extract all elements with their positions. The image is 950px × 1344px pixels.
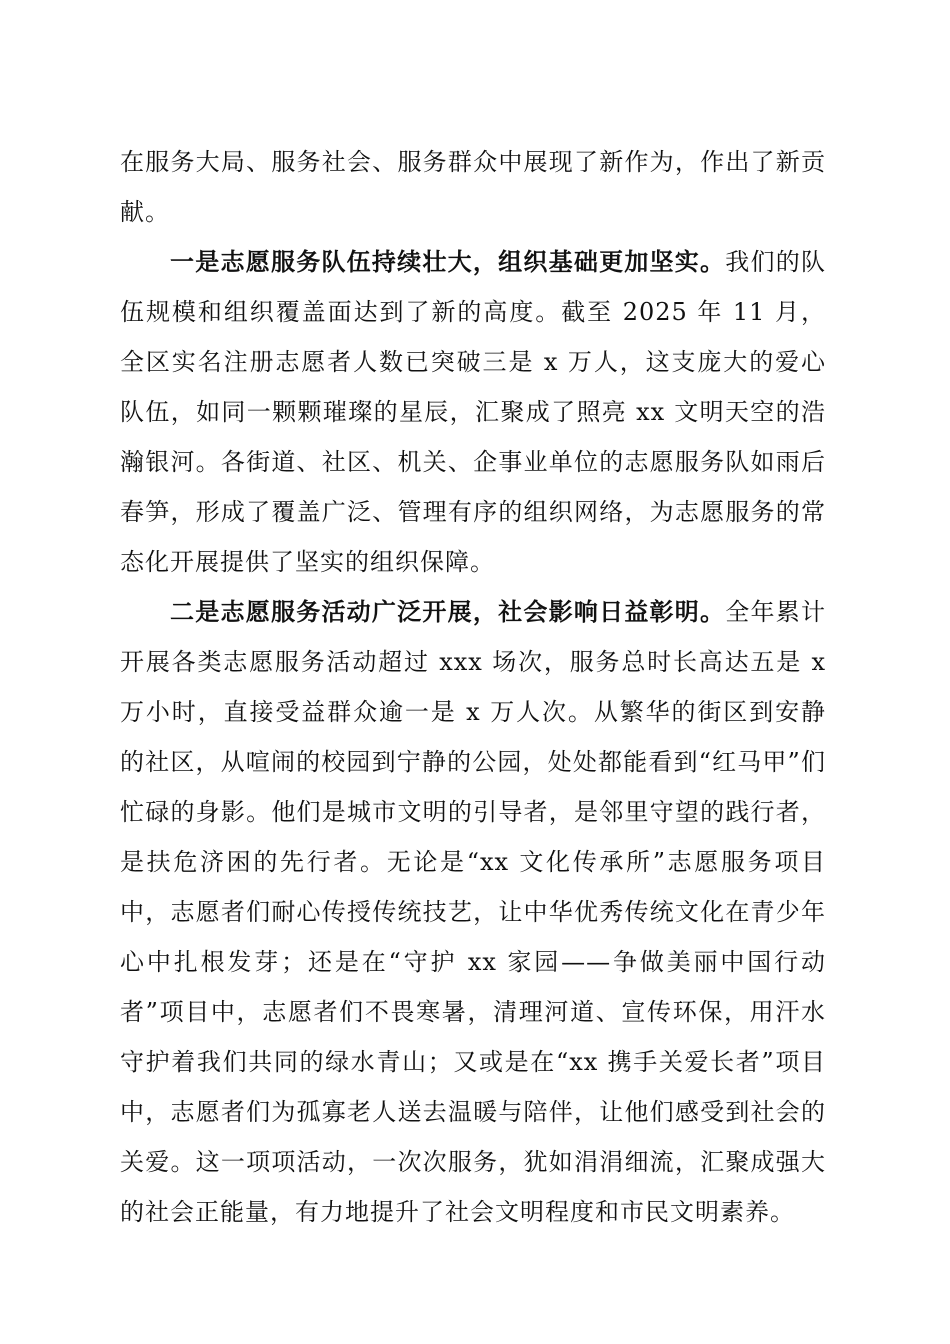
paragraph-text: 我们的队伍规模和组织覆盖面达到了新的高度。截至 2025 年 11 月，全区实名注册志愿者人数已突破三是 x 万人，这支庞大的爱心队伍，如同一颗颗璀璨的星辰，汇聚成了照亮 xx 文明天空的浩瀚银河。各街道、社区、机关、企事业单位的志愿服务队如雨后春笋，形成了覆盖广泛、管理有序的组织网络，为志愿服务的常态化开展提供了坚实的组织保障。	[120, 248, 827, 576]
paragraph-volunteer-team	[120, 237, 826, 587]
paragraph-continuation	[120, 137, 826, 237]
paragraph-lead-heading: 一是志愿服务队伍持续壮大，组织基础更加坚实。	[170, 248, 726, 276]
document-body	[120, 137, 826, 1237]
paragraph-text: 在服务大局、服务社会、服务群众中展现了新作为，作出了新贡献。	[120, 148, 826, 226]
paragraph-text: 全年累计开展各类志愿服务活动超过 xxx 场次，服务总时长高达五是 x 万小时，直接受益群众逾一是 x 万人次。从繁华的街区到安静的社区，从喧闹的校园到宁静的公园，处处都能看到“红马甲”们忙碌的身影。他们是城市文明的引导者，是邻里守望的践行者，是扶危济困的先行者。无论是“xx 文化传承所”志愿服务项目中，志愿者们耐心传授传统技艺，让中华优秀传统文化在青少年心中扎根发芽；还是在“守护 xx 家园——争做美丽中国行动者”项目中，志愿者们不畏寒暑，清理河道、宣传环保，用汗水守护着我们共同的绿水青山；又或是在“xx 携手关爱长者”项目中，志愿者们为孤寡老人送去温暖与陪伴，让他们感受到社会的关爱。这一项项活动，一次次服务，犹如涓涓细流，汇聚成强大的社会正能量，有力地提升了社会文明程度和市民文明素养。	[120, 598, 827, 1226]
paragraph-lead-heading: 二是志愿服务活动广泛开展，社会影响日益彰明。	[170, 598, 726, 626]
paragraph-volunteer-activities	[120, 587, 826, 1237]
